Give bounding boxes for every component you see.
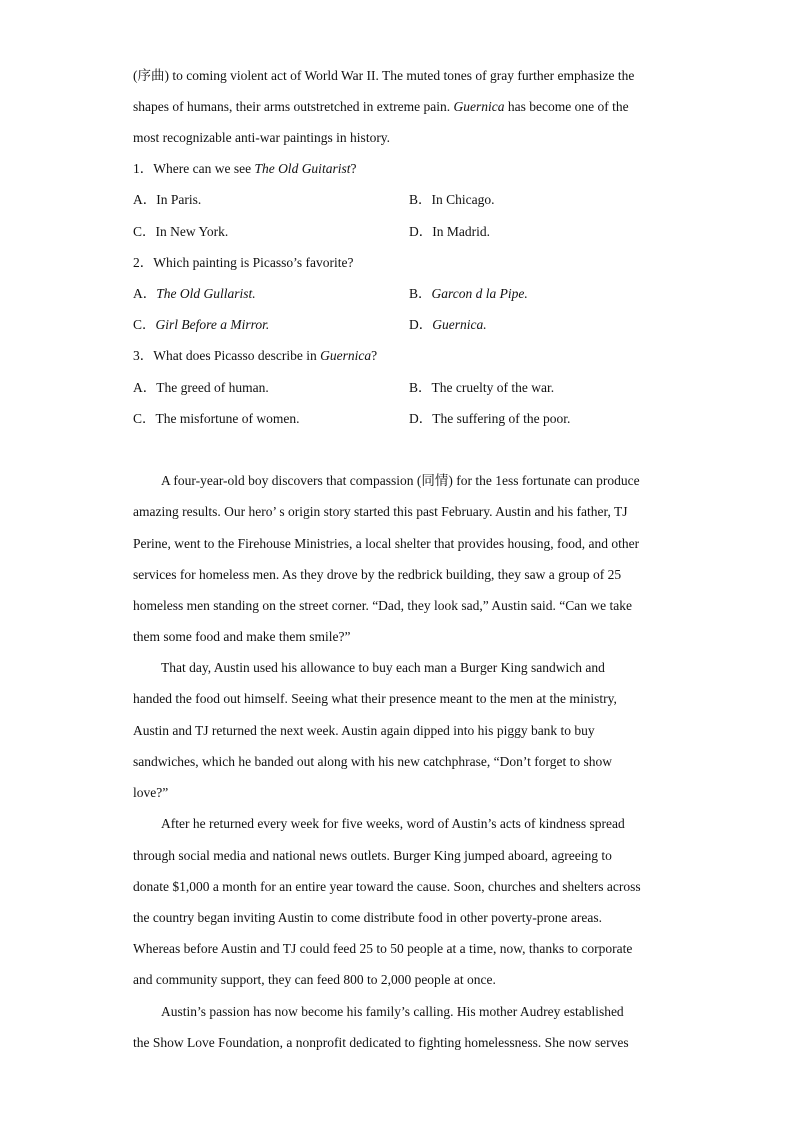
option-1c[interactable]: C．In New York. bbox=[133, 224, 229, 239]
passage-line: the country began inviting Austin to come distribute food in other poverty-prone areas. bbox=[133, 910, 603, 925]
intro-line-3 bbox=[133, 129, 390, 147]
option-2b[interactable]: B．Garcon d la Pipe. bbox=[409, 286, 528, 301]
passage-line: handed the food out himself. Seeing what their presence meant to the men at the ministry, bbox=[133, 691, 617, 706]
intro-text: most recognizable anti-war paintings in history. bbox=[133, 130, 391, 145]
passage-line: Austin’s passion has now become his family’s calling. His mother Audrey established bbox=[161, 1004, 624, 1019]
passage-line: them some food and make them smile?” bbox=[133, 629, 351, 644]
question-3: 3．What does Picasso describe in Guernica? bbox=[133, 348, 378, 363]
passage-line: sandwiches, which he banded out along with his new catchphrase, “Don’t forget to show bbox=[133, 754, 613, 769]
question-2: 2．Which painting is Picasso’s favorite? bbox=[133, 255, 354, 270]
passage-line: the Show Love Foundation, a nonprofit dedicated to fighting homelessness. She now serves bbox=[133, 1035, 629, 1050]
option-1b[interactable]: B．In Chicago. bbox=[409, 192, 495, 207]
passage-line: Austin and TJ returned the next week. Austin again dipped into his piggy bank to buy bbox=[133, 723, 595, 738]
passage-line: through social media and national news outlets. Burger King jumped aboard, agreeing to bbox=[133, 848, 612, 863]
passage-line: and community support, they can feed 800 to 2,000 people at once. bbox=[133, 972, 496, 987]
option-3a[interactable]: A．The greed of human. bbox=[133, 380, 269, 395]
painting-title: Guernica bbox=[453, 99, 505, 114]
passage-line: love?” bbox=[133, 785, 169, 800]
option-3d[interactable]: D．The suffering of the poor. bbox=[409, 411, 571, 426]
option-1a[interactable]: A．In Paris. bbox=[133, 192, 202, 207]
option-2d[interactable]: D．Guernica. bbox=[409, 317, 487, 332]
passage-line: Perine, went to the Firehouse Ministries, a local shelter that provides housing, food, and other bbox=[133, 536, 640, 551]
passage-line: Whereas before Austin and TJ could feed 25 to 50 people at a time, now, thanks to corporate bbox=[133, 941, 633, 956]
intro-line-2 bbox=[133, 98, 629, 116]
option-2c[interactable]: C．Girl Before a Mirror. bbox=[133, 317, 270, 332]
passage-line: amazing results. Our hero’ s origin story started this past February. Austin and his father, TJ bbox=[133, 504, 628, 519]
option-3c[interactable]: C．The misfortune of women. bbox=[133, 411, 300, 426]
intro-text: (序曲) to coming violent act of World War II. The muted tones of gray further emphasize the bbox=[133, 68, 635, 83]
passage-line: homeless men standing on the street corner. “Dad, they look sad,” Austin said. “Can we take bbox=[133, 598, 632, 613]
option-3b[interactable]: B．The cruelty of the war. bbox=[409, 380, 555, 395]
passage-line: A four-year-old boy discovers that compassion (同情) for the 1ess fortunate can produce bbox=[161, 473, 640, 488]
intro-line-1 bbox=[133, 67, 634, 85]
passage-line: After he returned every week for five weeks, word of Austin’s acts of kindness spread bbox=[161, 816, 625, 831]
passage-line: That day, Austin used his allowance to buy each man a Burger King sandwich and bbox=[161, 660, 605, 675]
option-1d[interactable]: D．In Madrid. bbox=[409, 224, 490, 239]
passage-line: services for homeless men. As they drove by the redbrick building, they saw a group of 25 bbox=[133, 567, 622, 582]
intro-text: has become one of the bbox=[504, 99, 629, 114]
question-1: 1．Where can we see The Old Guitarist? bbox=[133, 161, 357, 176]
intro-text: shapes of humans, their arms outstretched in extreme pain. bbox=[133, 99, 454, 114]
option-2a[interactable]: A．The Old Gullarist. bbox=[133, 286, 256, 301]
passage-line: donate $1,000 a month for an entire year toward the cause. Soon, churches and shelters across bbox=[133, 879, 641, 894]
